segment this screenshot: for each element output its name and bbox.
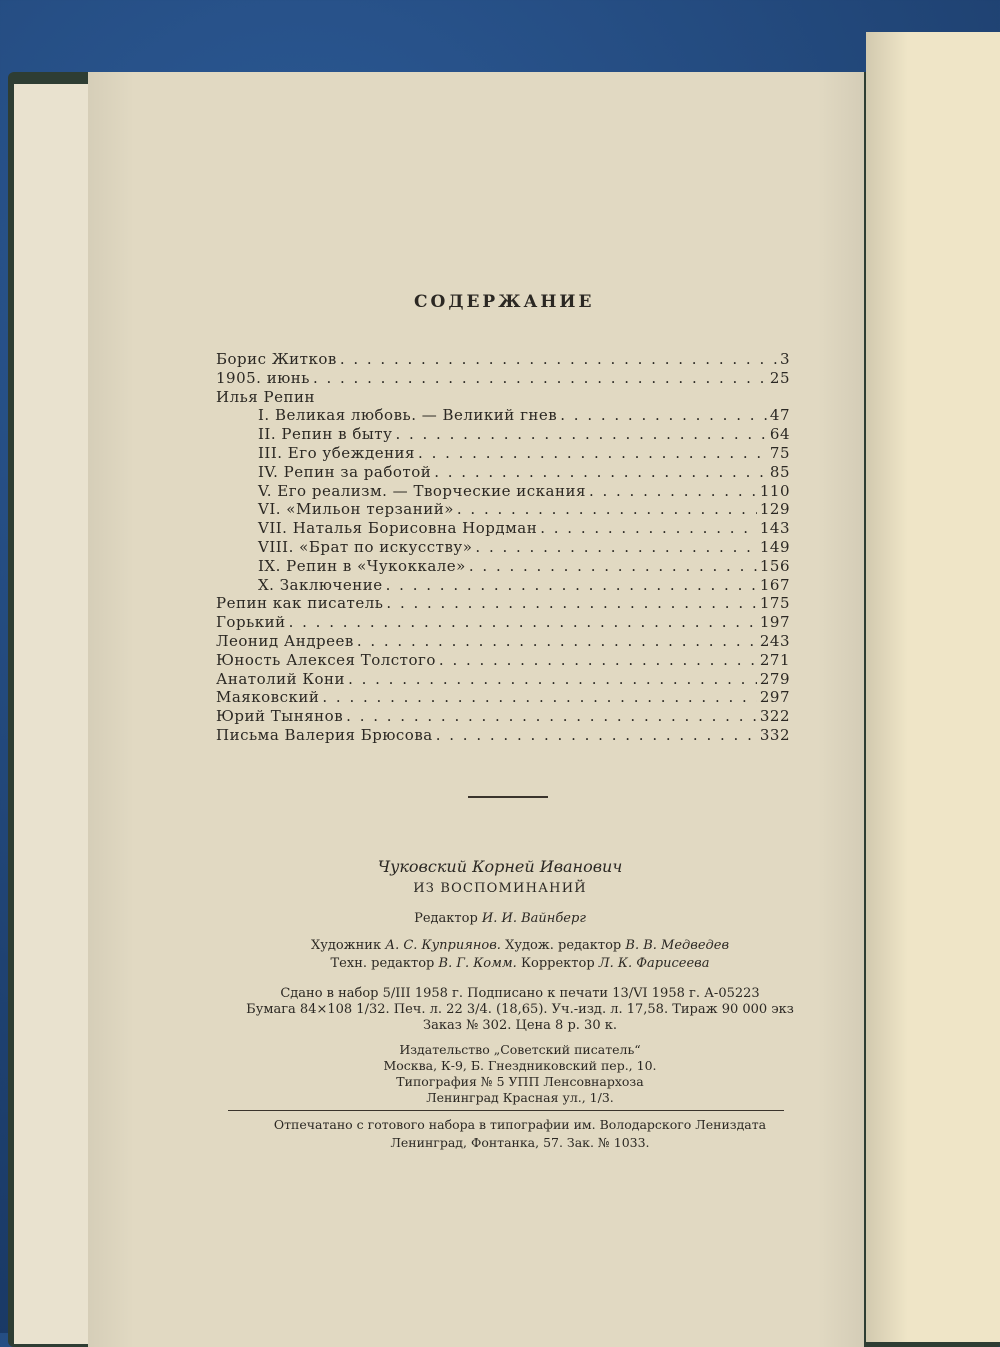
toc-entry-title: Письма Валерия Брюсова bbox=[216, 725, 433, 744]
toc-entry-title: Анатолий Кони bbox=[216, 669, 346, 688]
next-page-edge bbox=[866, 32, 1000, 1342]
toc-entry-page: 47 bbox=[769, 406, 790, 425]
artist-line bbox=[230, 937, 810, 954]
toc-entry-page: 156 bbox=[759, 556, 790, 575]
toc-entry bbox=[216, 613, 790, 632]
toc-entry-title: III. Его убеждения bbox=[258, 443, 416, 462]
publisher-line3: Типография № 5 УПП Ленсовнархоза bbox=[396, 1074, 644, 1089]
toc-entry-page: 149 bbox=[759, 537, 790, 556]
toc-entry bbox=[216, 594, 790, 613]
toc-leader-dots bbox=[348, 670, 757, 689]
toc-entry bbox=[216, 350, 790, 369]
artist-label: Художник bbox=[310, 938, 382, 953]
tech-editor-label: Техн. редактор bbox=[330, 956, 435, 971]
corrector-label: Корректор bbox=[520, 956, 595, 971]
toc-entry-page: 332 bbox=[759, 725, 790, 744]
toc-leader-dots bbox=[560, 406, 767, 425]
toc-leader-dots bbox=[439, 651, 757, 670]
toc-entry-page: 129 bbox=[759, 500, 790, 519]
toc-entry-page: 167 bbox=[759, 575, 790, 594]
toc-entry bbox=[216, 519, 790, 538]
toc-entry-title: Репин как писатель bbox=[216, 594, 384, 613]
toc-entry-title: Юность Алексея Толстого bbox=[216, 650, 436, 669]
editor-line bbox=[150, 911, 850, 926]
toc-leader-dots bbox=[357, 632, 757, 651]
toc-entry-page: 271 bbox=[759, 650, 790, 669]
print-details-line3: Заказ № 302. Цена 8 р. 30 к. bbox=[423, 1018, 617, 1033]
toc-entry-title: VII. Наталья Борисовна Нордман bbox=[258, 519, 538, 538]
footer-line2: Ленинград, Фонтанка, 57. Зак. № 1033. bbox=[390, 1135, 650, 1150]
toc-entry-title: VIII. «Брат по искусству» bbox=[258, 537, 473, 556]
toc-entry-title: X. Заключение bbox=[258, 575, 383, 594]
toc-entry-title: Юрий Тынянов bbox=[216, 707, 344, 726]
toc-entry-title: 1905. июнь bbox=[216, 368, 310, 387]
toc-leader-dots bbox=[386, 594, 756, 613]
toc-entry bbox=[216, 500, 790, 519]
author-name: Чуковский Корней Иванович bbox=[377, 857, 623, 876]
toc-entry bbox=[216, 707, 790, 726]
toc-entry bbox=[216, 538, 790, 557]
toc-entry bbox=[216, 444, 790, 463]
toc-entry bbox=[216, 425, 790, 444]
toc-leader-dots bbox=[418, 444, 767, 463]
toc-entry-title: Горький bbox=[216, 613, 286, 632]
toc-entry bbox=[216, 369, 790, 388]
toc-entry-title: Маяковский bbox=[216, 688, 320, 707]
toc-entry-title: I. Великая любовь. — Великий гнев bbox=[258, 406, 558, 425]
toc-entry-title: IV. Репин за работой bbox=[258, 462, 432, 481]
art-editor-label: Худож. редактор bbox=[505, 938, 622, 953]
toc-entry bbox=[216, 688, 790, 707]
toc-leader-dots bbox=[475, 538, 756, 557]
toc-entry bbox=[216, 576, 790, 595]
editor-name: И. И. Вайнберг bbox=[481, 911, 586, 926]
toc-entry-title: IX. Репин в «Чукоккале» bbox=[258, 556, 466, 575]
toc-entry-title: Илья Репин bbox=[216, 387, 315, 406]
toc-entry-page: 143 bbox=[759, 519, 790, 538]
toc-leader-dots bbox=[386, 576, 757, 595]
toc-entry-title: II. Репин в быту bbox=[258, 425, 393, 444]
table-of-contents bbox=[216, 350, 790, 745]
toc-entry-title: Борис Житков bbox=[216, 350, 337, 368]
toc-leader-dots bbox=[457, 500, 757, 519]
toc-entry-page: 243 bbox=[759, 631, 790, 650]
toc-leader-dots bbox=[395, 425, 766, 444]
toc-entry-title: Леонид Андреев bbox=[216, 631, 354, 650]
toc-leader-dots bbox=[346, 707, 757, 726]
toc-entry bbox=[216, 557, 790, 576]
publisher-line1: Издательство „Советский писатель“ bbox=[399, 1042, 641, 1057]
toc-entry-page: 75 bbox=[769, 443, 790, 462]
toc-entry bbox=[216, 651, 790, 670]
tech-editor-line bbox=[230, 955, 810, 972]
toc-entry bbox=[216, 482, 790, 501]
toc-leader-dots bbox=[289, 613, 757, 632]
toc-entry-page: 175 bbox=[759, 594, 790, 613]
footer-line1: Отпечатано с готового набора в типографии им. Володарского Лениздата bbox=[273, 1117, 767, 1132]
toc-leader-dots bbox=[589, 482, 757, 501]
toc-entry-page: 110 bbox=[759, 481, 790, 500]
toc-leader-dots bbox=[436, 726, 757, 745]
toc-entry-title: VI. «Мильон терзаний» bbox=[258, 500, 454, 519]
print-details-line1: Сдано в набор 5/III 1958 г. Подписано к печати 13/VI 1958 г. А-05223 bbox=[280, 986, 760, 1001]
corrector-name: Л. К. Фарисеева bbox=[598, 956, 710, 971]
toc-entry-page: 25 bbox=[769, 368, 790, 387]
footer-rule bbox=[228, 1110, 784, 1111]
art-editor-name: В. В. Медведев bbox=[625, 938, 730, 953]
artist-name: А. С. Куприянов. bbox=[385, 938, 501, 953]
contents-heading: СОДЕРЖАНИЕ bbox=[414, 292, 595, 312]
toc-entry bbox=[216, 726, 790, 745]
print-details-line2: Бумага 84×108 1/32. Печ. л. 22 3/4. (18,65). Уч.-изд. л. 17,58. Тираж 90 000 экз bbox=[246, 1002, 794, 1017]
toc-leader-dots bbox=[313, 369, 767, 388]
toc-entry-title: V. Его реализм. — Творческие искания bbox=[258, 481, 586, 500]
toc-entry bbox=[216, 463, 790, 482]
toc-entry-page: 64 bbox=[769, 425, 790, 444]
toc-entry bbox=[216, 670, 790, 689]
editor-label: Редактор bbox=[414, 911, 478, 926]
book-title: ИЗ ВОСПОМИНАНИЙ bbox=[413, 881, 587, 896]
section-divider bbox=[468, 796, 548, 798]
publisher-line2: Москва, К-9, Б. Гнездниковский пер., 10. bbox=[383, 1058, 657, 1073]
toc-leader-dots bbox=[469, 557, 757, 576]
publisher-line4: Ленинград Красная ул., 1/3. bbox=[426, 1090, 614, 1105]
toc-entry-page: 197 bbox=[759, 613, 790, 632]
toc-entry-page: 297 bbox=[759, 688, 790, 707]
toc-entry-page: 85 bbox=[769, 462, 790, 481]
toc-leader-dots bbox=[540, 519, 757, 538]
toc-entry bbox=[216, 406, 790, 425]
toc-leader-dots bbox=[322, 688, 756, 707]
toc-leader-dots bbox=[434, 463, 767, 482]
toc-entry-page: 279 bbox=[759, 669, 790, 688]
toc-entry-page: 3 bbox=[779, 350, 790, 368]
toc-entry-page: 322 bbox=[759, 707, 790, 726]
toc-leader-dots bbox=[340, 350, 777, 369]
toc-entry bbox=[216, 632, 790, 651]
tech-editor-name: В. Г. Комм. bbox=[438, 956, 517, 971]
toc-entry bbox=[216, 388, 790, 407]
